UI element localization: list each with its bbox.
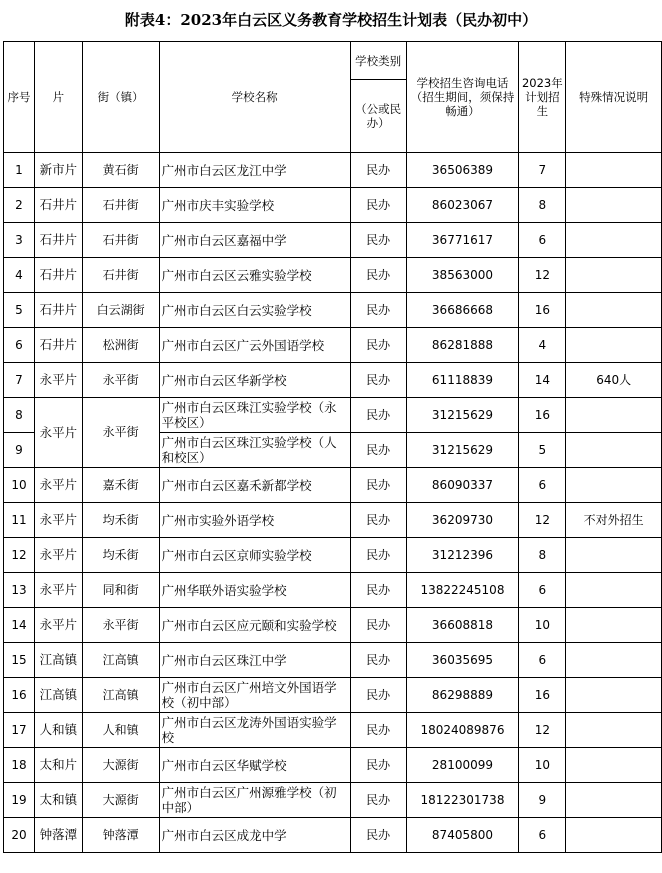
- row-plan-cell: 7: [519, 153, 566, 188]
- table-row: [4, 328, 662, 363]
- row-plan-cell: 6: [519, 468, 566, 503]
- page-title: 附表4：2023年白云区义务教育学校招生计划表（民办初中）: [124, 11, 538, 29]
- table-row: [4, 538, 662, 573]
- row-street-cell: 钟落潭: [82, 818, 159, 853]
- row-pian-cell: 永平片: [34, 503, 82, 538]
- row-type-cell: 民办: [350, 398, 406, 433]
- row-no-cell: 12: [4, 538, 35, 573]
- row-pian-cell: 太和镇: [34, 783, 82, 818]
- table-row: [4, 188, 662, 223]
- row-pian-cell: 钟落潭: [34, 818, 82, 853]
- row-street-cell: 均禾街: [82, 503, 159, 538]
- row-plan-cell: 6: [519, 223, 566, 258]
- row-street-cell: 永平街: [82, 398, 159, 468]
- row-phone-cell: 87405800: [406, 818, 519, 853]
- row-plan-cell: 16: [519, 678, 566, 713]
- row-street-cell: 均禾街: [82, 538, 159, 573]
- row-pian-cell: 永平片: [34, 573, 82, 608]
- row-type-cell: 民办: [350, 328, 406, 363]
- row-pian-cell: 人和镇: [34, 713, 82, 748]
- header-row: [4, 42, 662, 80]
- table-row: [4, 293, 662, 328]
- row-note-cell: [566, 153, 662, 188]
- row-note-cell: 不对外招生: [566, 503, 662, 538]
- header-pian: 片: [34, 42, 82, 153]
- row-no-cell: 1: [4, 153, 35, 188]
- row-note-cell: [566, 328, 662, 363]
- row-type-cell: 民办: [350, 783, 406, 818]
- row-no-cell: 11: [4, 503, 35, 538]
- row-plan-cell: 12: [519, 713, 566, 748]
- row-note-cell: [566, 538, 662, 573]
- row-pian-cell: 石井片: [34, 293, 82, 328]
- row-plan-cell: 5: [519, 433, 566, 468]
- row-type-cell: 民办: [350, 223, 406, 258]
- header-type-sub: （公或民办）: [350, 80, 406, 153]
- row-no-cell: 3: [4, 223, 35, 258]
- table-row: [4, 713, 662, 748]
- row-plan-cell: 8: [519, 538, 566, 573]
- row-school-cell: 广州市白云区云雅实验学校: [159, 258, 350, 293]
- row-no-cell: 6: [4, 328, 35, 363]
- row-plan-cell: 16: [519, 398, 566, 433]
- row-plan-cell: 14: [519, 363, 566, 398]
- row-note-cell: 640人: [566, 363, 662, 398]
- row-note-cell: [566, 223, 662, 258]
- row-street-cell: 江高镇: [82, 678, 159, 713]
- row-pian-cell: 石井片: [34, 188, 82, 223]
- row-street-cell: 江高镇: [82, 643, 159, 678]
- row-school-cell: 广州市白云区嘉禾新都学校: [159, 468, 350, 503]
- row-street-cell: 大源街: [82, 748, 159, 783]
- header-street: 街（镇）: [82, 42, 159, 153]
- row-note-cell: [566, 293, 662, 328]
- row-no-cell: 10: [4, 468, 35, 503]
- row-school-cell: 广州市白云区广州源雅学校（初中部）: [159, 783, 350, 818]
- row-no-cell: 19: [4, 783, 35, 818]
- row-type-cell: 民办: [350, 188, 406, 223]
- row-school-cell: 广州市白云区珠江实验学校（永平校区）: [159, 398, 350, 433]
- row-street-cell: 石井街: [82, 258, 159, 293]
- row-pian-cell: 太和片: [34, 748, 82, 783]
- row-school-cell: 广州市实验外语学校: [159, 503, 350, 538]
- row-school-cell: 广州市白云区应元颐和实验学校: [159, 608, 350, 643]
- row-no-cell: 13: [4, 573, 35, 608]
- row-phone-cell: 36035695: [406, 643, 519, 678]
- row-note-cell: [566, 188, 662, 223]
- row-street-cell: 同和街: [82, 573, 159, 608]
- row-note-cell: [566, 433, 662, 468]
- row-street-cell: 松洲街: [82, 328, 159, 363]
- row-plan-cell: 6: [519, 643, 566, 678]
- row-school-cell: 广州市白云区龙江中学: [159, 153, 350, 188]
- table-row: [4, 258, 662, 293]
- row-note-cell: [566, 468, 662, 503]
- row-no-cell: 2: [4, 188, 35, 223]
- row-phone-cell: 31215629: [406, 433, 519, 468]
- row-pian-cell: 石井片: [34, 328, 82, 363]
- table-row: [4, 363, 662, 398]
- row-pian-cell: 永平片: [34, 468, 82, 503]
- row-no-cell: 4: [4, 258, 35, 293]
- row-pian-cell: 永平片: [34, 538, 82, 573]
- row-plan-cell: 6: [519, 573, 566, 608]
- row-plan-cell: 12: [519, 503, 566, 538]
- row-type-cell: 民办: [350, 608, 406, 643]
- row-pian-cell: 永平片: [34, 608, 82, 643]
- row-phone-cell: 86298889: [406, 678, 519, 713]
- row-street-cell: 黄石街: [82, 153, 159, 188]
- row-type-cell: 民办: [350, 258, 406, 293]
- row-pian-cell: 新市片: [34, 153, 82, 188]
- row-school-cell: 广州市白云区广云外国语学校: [159, 328, 350, 363]
- row-note-cell: [566, 573, 662, 608]
- row-plan-cell: 8: [519, 188, 566, 223]
- row-school-cell: 广州市白云区珠江实验学校（人和校区）: [159, 433, 350, 468]
- table-row: [4, 643, 662, 678]
- row-plan-cell: 12: [519, 258, 566, 293]
- header-no: 序号: [4, 42, 35, 153]
- table-row: [4, 503, 662, 538]
- enrollment-plan-table: [3, 41, 662, 853]
- row-street-cell: 永平街: [82, 363, 159, 398]
- row-plan-cell: 10: [519, 608, 566, 643]
- row-plan-cell: 6: [519, 818, 566, 853]
- row-no-cell: 16: [4, 678, 35, 713]
- row-street-cell: 大源街: [82, 783, 159, 818]
- row-no-cell: 9: [4, 433, 35, 468]
- row-plan-cell: 10: [519, 748, 566, 783]
- row-street-cell: 石井街: [82, 188, 159, 223]
- row-no-cell: 20: [4, 818, 35, 853]
- row-type-cell: 民办: [350, 293, 406, 328]
- row-phone-cell: 36771617: [406, 223, 519, 258]
- row-phone-cell: 36209730: [406, 503, 519, 538]
- row-school-cell: 广州市庆丰实验学校: [159, 188, 350, 223]
- row-phone-cell: 36506389: [406, 153, 519, 188]
- row-note-cell: [566, 608, 662, 643]
- table-row: [4, 398, 662, 433]
- row-note-cell: [566, 678, 662, 713]
- row-type-cell: 民办: [350, 643, 406, 678]
- row-phone-cell: 38563000: [406, 258, 519, 293]
- row-pian-cell: 江高镇: [34, 678, 82, 713]
- row-street-cell: 石井街: [82, 223, 159, 258]
- row-no-cell: 18: [4, 748, 35, 783]
- row-no-cell: 15: [4, 643, 35, 678]
- row-no-cell: 7: [4, 363, 35, 398]
- row-phone-cell: 18024089876: [406, 713, 519, 748]
- row-no-cell: 14: [4, 608, 35, 643]
- row-phone-cell: 31212396: [406, 538, 519, 573]
- row-type-cell: 民办: [350, 818, 406, 853]
- row-school-cell: 广州市白云区龙涛外国语实验学校: [159, 713, 350, 748]
- row-street-cell: 人和镇: [82, 713, 159, 748]
- row-street-cell: 永平街: [82, 608, 159, 643]
- row-phone-cell: 61118839: [406, 363, 519, 398]
- row-phone-cell: 13822245108: [406, 573, 519, 608]
- row-school-cell: 广州华联外语实验学校: [159, 573, 350, 608]
- row-pian-cell: 石井片: [34, 223, 82, 258]
- table-row: [4, 678, 662, 713]
- header-note: 特殊情况说明: [566, 42, 662, 153]
- row-school-cell: 广州市白云区嘉福中学: [159, 223, 350, 258]
- row-plan-cell: 16: [519, 293, 566, 328]
- row-type-cell: 民办: [350, 748, 406, 783]
- row-phone-cell: 86281888: [406, 328, 519, 363]
- row-school-cell: 广州市白云区珠江中学: [159, 643, 350, 678]
- header-plan: 2023年计划招生: [519, 42, 566, 153]
- row-note-cell: [566, 398, 662, 433]
- row-no-cell: 17: [4, 713, 35, 748]
- row-street-cell: 嘉禾街: [82, 468, 159, 503]
- row-type-cell: 民办: [350, 153, 406, 188]
- table-row: [4, 818, 662, 853]
- row-plan-cell: 4: [519, 328, 566, 363]
- table-row: [4, 783, 662, 818]
- table-row: [4, 573, 662, 608]
- row-school-cell: 广州市白云区华赋学校: [159, 748, 350, 783]
- row-pian-cell: 永平片: [34, 398, 82, 468]
- row-school-cell: 广州市白云区华新学校: [159, 363, 350, 398]
- row-type-cell: 民办: [350, 503, 406, 538]
- table-row: [4, 608, 662, 643]
- row-type-cell: 民办: [350, 468, 406, 503]
- row-type-cell: 民办: [350, 363, 406, 398]
- row-no-cell: 8: [4, 398, 35, 433]
- row-note-cell: [566, 783, 662, 818]
- row-note-cell: [566, 258, 662, 293]
- header-type-top: 学校类别: [350, 42, 406, 80]
- row-type-cell: 民办: [350, 573, 406, 608]
- row-note-cell: [566, 713, 662, 748]
- row-pian-cell: 石井片: [34, 258, 82, 293]
- row-phone-cell: 36686668: [406, 293, 519, 328]
- row-note-cell: [566, 818, 662, 853]
- row-phone-cell: 36608818: [406, 608, 519, 643]
- row-note-cell: [566, 748, 662, 783]
- row-school-cell: 广州市白云区白云实验学校: [159, 293, 350, 328]
- row-type-cell: 民办: [350, 678, 406, 713]
- table-row: [4, 223, 662, 258]
- row-street-cell: 白云湖街: [82, 293, 159, 328]
- row-type-cell: 民办: [350, 538, 406, 573]
- row-pian-cell: 永平片: [34, 363, 82, 398]
- row-school-cell: 广州市白云区广州培文外国语学校（初中部）: [159, 678, 350, 713]
- row-note-cell: [566, 643, 662, 678]
- row-no-cell: 5: [4, 293, 35, 328]
- row-phone-cell: 18122301738: [406, 783, 519, 818]
- row-phone-cell: 86090337: [406, 468, 519, 503]
- header-school: 学校名称: [159, 42, 350, 153]
- table-row: [4, 748, 662, 783]
- header-phone: 学校招生咨询电话（招生期间，须保持畅通）: [406, 42, 519, 153]
- row-type-cell: 民办: [350, 433, 406, 468]
- table-row: [4, 153, 662, 188]
- row-school-cell: 广州市白云区京师实验学校: [159, 538, 350, 573]
- table-row: [4, 468, 662, 503]
- row-type-cell: 民办: [350, 713, 406, 748]
- row-plan-cell: 9: [519, 783, 566, 818]
- row-phone-cell: 86023067: [406, 188, 519, 223]
- row-pian-cell: 江高镇: [34, 643, 82, 678]
- row-phone-cell: 28100099: [406, 748, 519, 783]
- row-phone-cell: 31215629: [406, 398, 519, 433]
- row-school-cell: 广州市白云区成龙中学: [159, 818, 350, 853]
